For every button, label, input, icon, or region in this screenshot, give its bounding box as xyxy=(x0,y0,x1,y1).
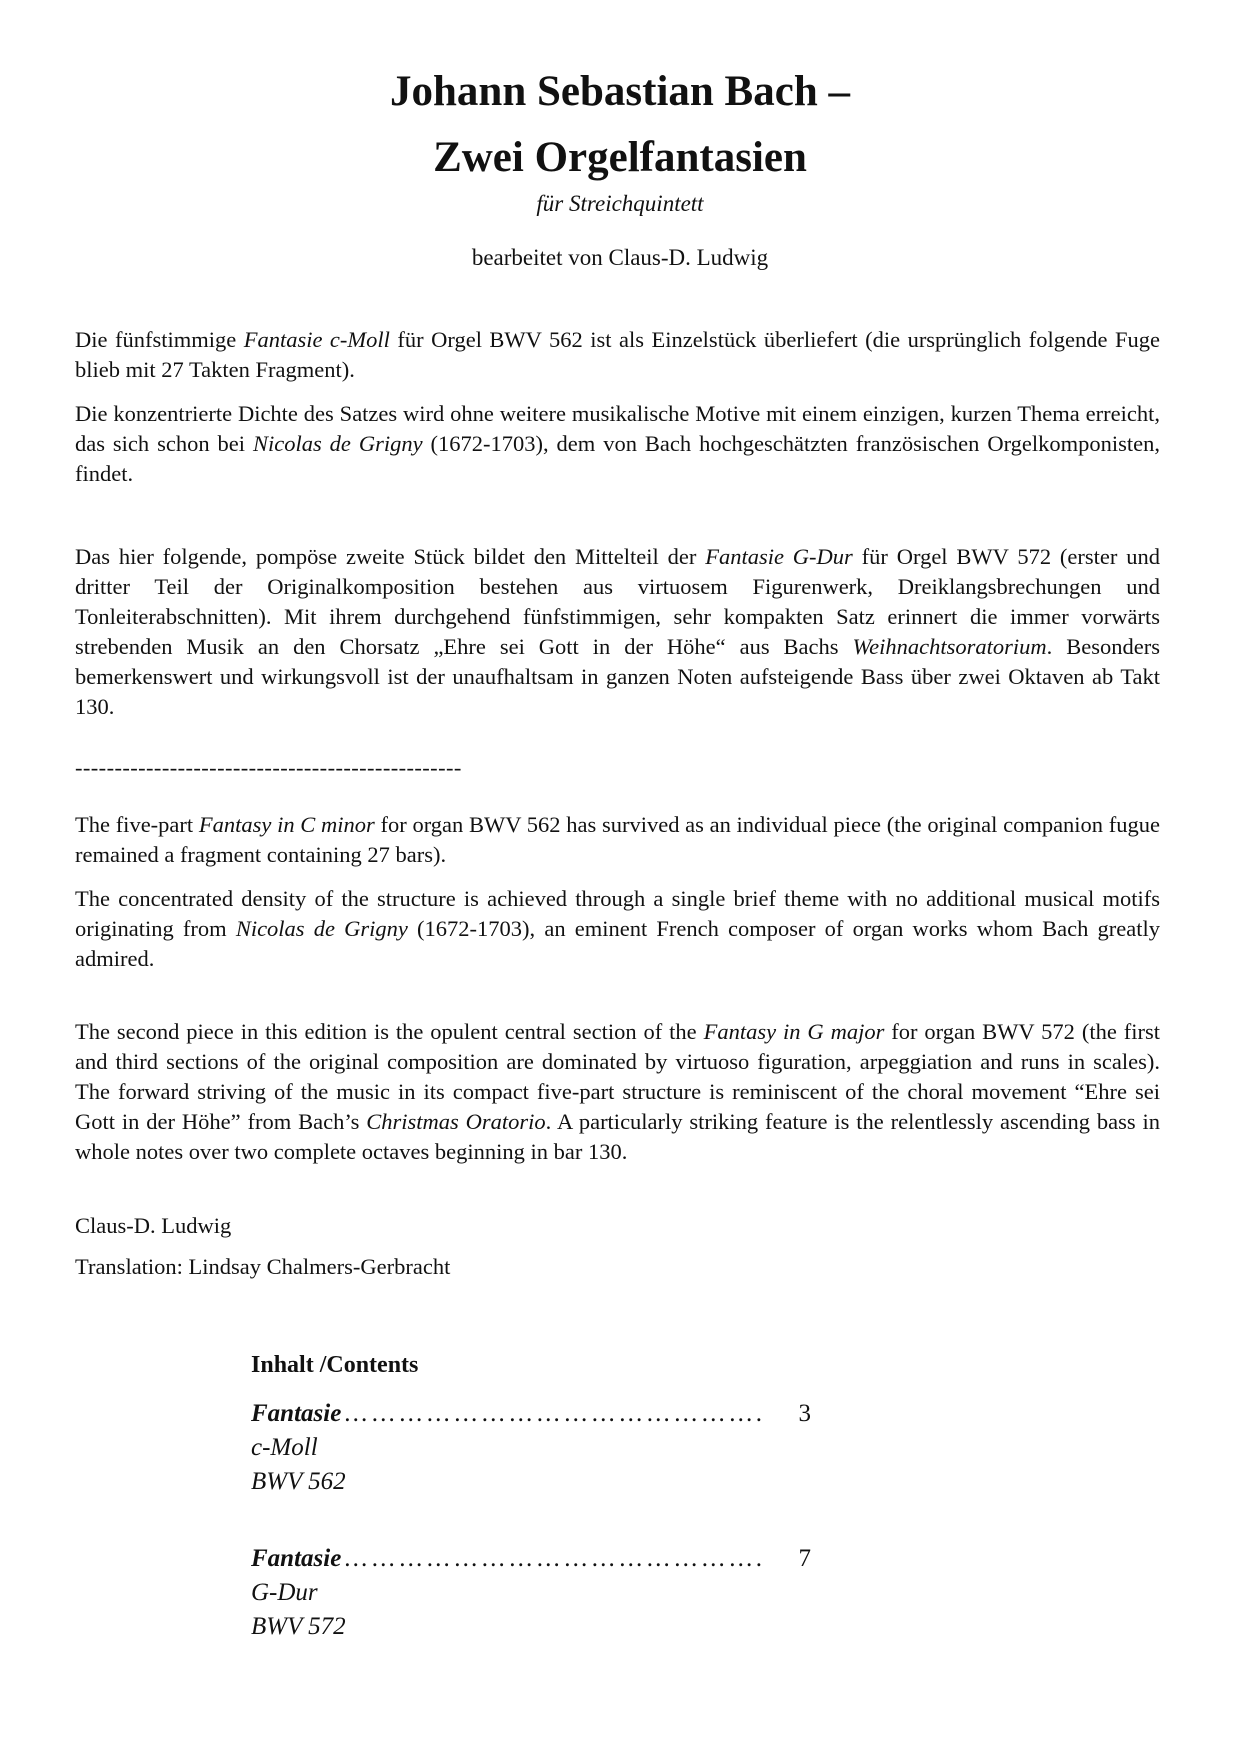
toc-entry-row xyxy=(251,1542,811,1576)
toc-entry-row xyxy=(251,1397,811,1431)
english-paragraph-3 xyxy=(75,1017,1160,1167)
work-title: Christmas Oratorio xyxy=(366,1109,546,1134)
toc-entry[interactable] xyxy=(251,1397,811,1499)
composer-name: Nicolas de Grigny xyxy=(252,431,423,456)
translation-credit: Translation: Lindsay Chalmers-Gerbracht xyxy=(75,1254,451,1279)
text-run: Das hier folgende, pompöse zweite Stück bildet den Mittelteil der xyxy=(75,544,706,569)
title-line-2: Zwei Orgelfantasien xyxy=(433,134,807,181)
text-run: Die konzentrierte Dichte des Satzes wird ohne weitere musikalische Motive mit einem einzigen, kurzen Thema erreicht, das sich schon bei xyxy=(75,401,1160,456)
text-run: (1672-1703), dem von Bach hochgeschätzten französischen Orgelkomponisten, findet. xyxy=(75,431,1161,486)
english-paragraph-2 xyxy=(75,884,1160,974)
work-title: Fantasie c-Moll xyxy=(243,327,390,352)
text-run: Die fünfstimmige xyxy=(75,327,244,352)
text-run: für Orgel BWV 572 (erster und dritter Teil der Originalkomposition bestehen aus virtuosem Figurenwerk, Dreiklangsbrechungen und Tonleiterabschnitten). Mit ihrem durchgehend fünfstimmigen, sehr kompakten Satz erinnert die immer vorwärts strebenden Musik an den Chorsatz „Ehre sei Gott in der Höhe“ aus Bachs xyxy=(75,544,1160,659)
composer-name: Nicolas de Grigny xyxy=(235,916,408,941)
german-paragraph-2 xyxy=(75,399,1160,489)
title-line-1: Johann Sebastian Bach – xyxy=(389,68,850,115)
text-run: (1672-1703), an eminent French composer of organ works whom Bach greatly admired. xyxy=(75,916,1161,971)
toc-entry-key: G-Dur xyxy=(251,1579,318,1606)
toc-entry[interactable] xyxy=(251,1542,811,1644)
subtitle: für Streichquintett xyxy=(536,191,704,216)
text-run: . Besonders bemerkenswert und wirkungsvoll ist der unaufhaltsam in ganzen Noten aufsteigende Bass über zwei Oktaven ab Takt 130. xyxy=(75,634,1160,719)
author-signature: Claus-D. Ludwig xyxy=(75,1213,232,1238)
german-paragraph-1 xyxy=(75,325,1160,385)
work-title: Weihnachtsoratorium xyxy=(852,634,1047,659)
toc-page-number: 3 xyxy=(798,1400,811,1427)
toc-entry-title: Fantasie xyxy=(251,1545,342,1572)
work-title: Fantasy in C minor xyxy=(198,812,375,837)
text-run: The second piece in this edition is the opulent central section of the xyxy=(75,1019,704,1044)
toc-dot-leader: ………………………………………. xyxy=(343,1400,765,1427)
work-title: Fantasy in G major xyxy=(703,1019,885,1044)
toc-entry-key: c-Moll xyxy=(251,1434,318,1461)
english-paragraph-1 xyxy=(75,810,1160,870)
work-title: Fantasie G-Dur xyxy=(705,544,853,569)
arranger-credit: bearbeitet von Claus-D. Ludwig xyxy=(471,245,769,270)
toc-page-number: 7 xyxy=(798,1545,811,1572)
text-run: für Orgel BWV 562 ist als Einzelstück überliefert (die ursprünglich folgende Fuge blieb mit 27 Takten Fragment). xyxy=(75,327,1160,382)
german-paragraph-3 xyxy=(75,542,1160,722)
toc-dot-leader: ………………………………………. xyxy=(343,1545,765,1572)
text-run: for organ BWV 562 has survived as an individual piece (the original companion fugue remained a fragment containing 27 bars). xyxy=(75,812,1160,867)
text-run: for organ BWV 572 (the first and third sections of the original composition are dominated by virtuoso figuration, arpeggiation and runs in scales). The forward striving of the music in its compact five-part structure is reminiscent of the choral movement “Ehre sei Gott in der Höhe” from Bach’s xyxy=(75,1019,1160,1134)
text-run: . A particularly striking feature is the relentlessly ascending bass in whole notes over two complete octaves beginning in bar 130. xyxy=(75,1109,1160,1164)
toc-entry-catalog: BWV 572 xyxy=(251,1613,346,1640)
section-separator: ------------------------------------------------- xyxy=(75,755,462,780)
text-run: The five-part xyxy=(75,812,199,837)
text-run: The concentrated density of the structure is achieved through a single brief theme with no additional musical motifs originating from xyxy=(75,886,1160,941)
toc-entry-catalog: BWV 562 xyxy=(251,1468,346,1495)
toc-entry-title: Fantasie xyxy=(251,1400,342,1427)
toc-heading: Inhalt /Contents xyxy=(251,1352,419,1378)
